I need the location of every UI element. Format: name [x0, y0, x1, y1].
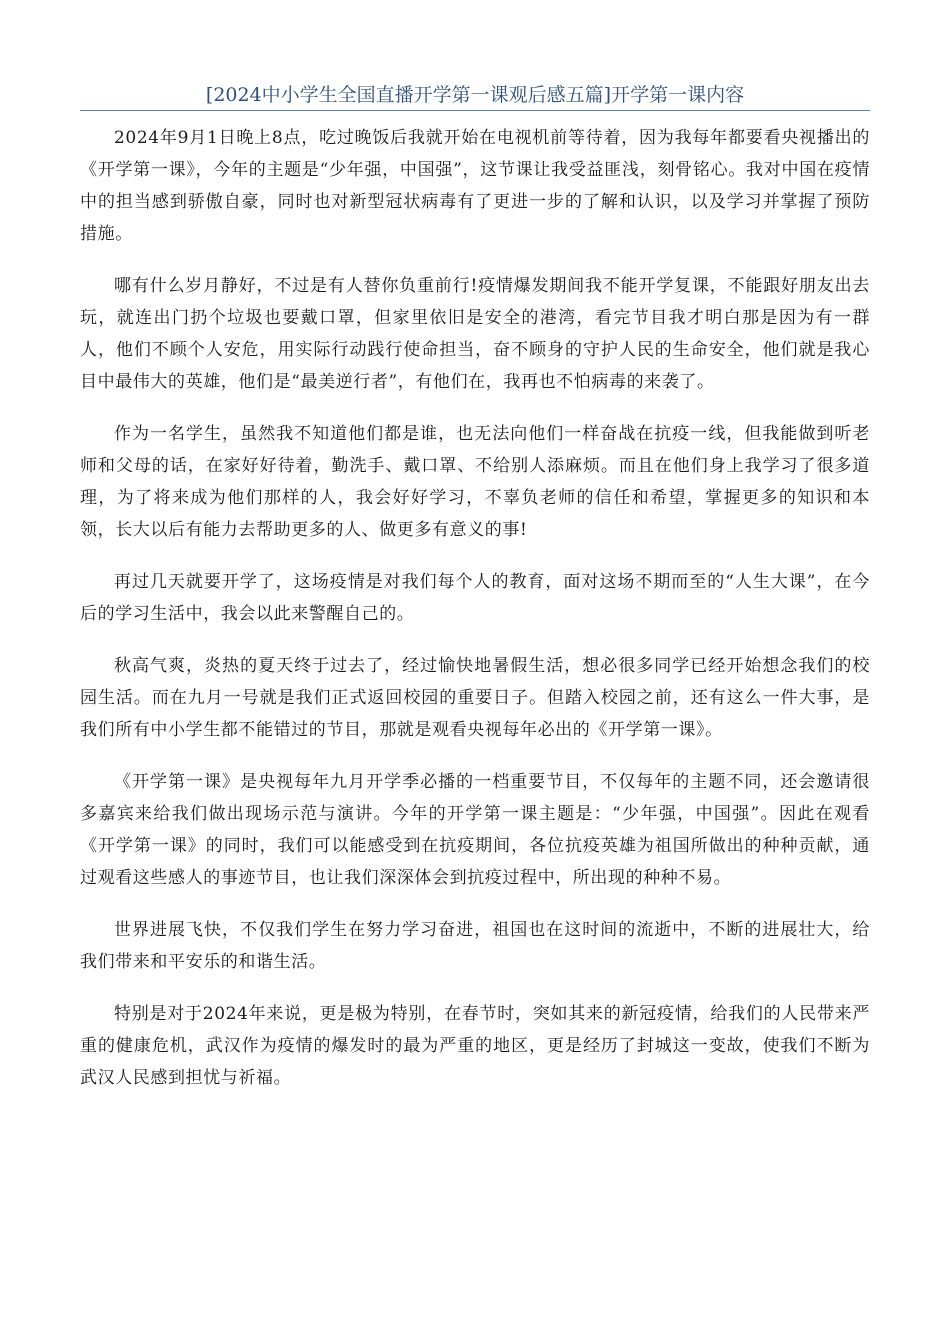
paragraph-7: 世界进展飞快，不仅我们学生在努力学习奋进，祖国也在这时间的流逝中，不断的进展壮大，给我们带来和平安乐的和谐生活。	[80, 920, 870, 972]
paragraph-5: 秋高气爽，炎热的夏天终于过去了，经过愉快地暑假生活，想必很多同学已经开始想念我们的校园生活。而在九月一号就是我们正式返回校园的重要日子。但踏入校园之前，还有这么一件大事，是我们所有中小学生都不能错过的节目，那就是观看央视每年必出的《开学第一课》。	[80, 656, 870, 740]
paragraph-8: 特别是对于2024年来说，更是极为特别，在春节时，突如其来的新冠疫情，给我们的人民带来严重的健康危机，武汉作为疫情的爆发时的最为严重的地区，更是经历了封城这一变故，使我们不断为武汉人民感到担忧与祈福。	[80, 1004, 870, 1088]
paragraph-4: 再过几天就要开学了，这场疫情是对我们每个人的教育，面对这场不期而至的“人生大课”，在今后的学习生活中，我会以此来警醒自己的。	[80, 572, 870, 624]
paragraph-6: 《开学第一课》是央视每年九月开学季必播的一档重要节目，不仅每年的主题不同，还会邀请很多嘉宾来给我们做出现场示范与演讲。今年的开学第一课主题是：“少年强，中国强”。因此在观看《开学第一课》的同时，我们可以能感受到在抗疫期间，各位抗疫英雄为祖国所做出的种种贡献，通过观看这些感人的事迹节目，也让我们深深体会到抗疫过程中，所出现的种种不易。	[80, 772, 870, 888]
document-body	[80, 122, 870, 1114]
title-underline	[80, 110, 870, 111]
paragraph-1: 2024年9月1日晚上8点，吃过晚饭后我就开始在电视机前等待着，因为我每年都要看央视播出的《开学第一课》，今年的主题是“少年强，中国强”，这节课让我受益匪浅，刻骨铭心。我对中国在疫情中的担当感到骄傲自豪，同时也对新型冠状病毒有了更进一步的了解和认识，以及学习并掌握了预防措施。	[80, 128, 870, 244]
paragraph-3: 作为一名学生，虽然我不知道他们都是谁，也无法向他们一样奋战在抗疫一线，但我能做到听老师和父母的话，在家好好待着，勤洗手、戴口罩、不给别人添麻烦。而且在他们身上我学习了很多道理，为了将来成为他们那样的人，我会好好学习，不辜负老师的信任和希望，掌握更多的知识和本领，长大以后有能力去帮助更多的人、做更多有意义的事!	[80, 424, 870, 540]
paragraph-2: 哪有什么岁月静好，不过是有人替你负重前行!疫情爆发期间我不能开学复课，不能跟好朋友出去玩，就连出门扔个垃圾也要戴口罩，但家里依旧是安全的港湾，看完节目我才明白那是因为有一群人，他们不顾个人安危，用实际行动践行使命担当，奋不顾身的守护人民的生命安全，他们就是我心目中最伟大的英雄，他们是“最美逆行者”，有他们在，我再也不怕病毒的来袭了。	[80, 276, 870, 392]
document-title: [2024中小学生全国直播开学第一课观后感五篇]开学第一课内容	[205, 84, 745, 106]
